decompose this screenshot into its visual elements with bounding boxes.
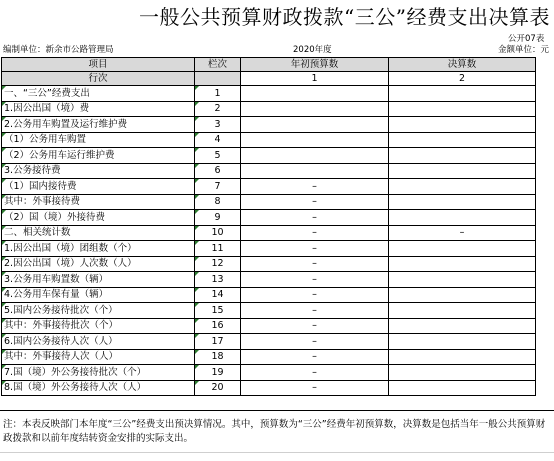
table-row bbox=[2, 86, 536, 102]
header-row bbox=[2, 58, 536, 72]
row-budget: – bbox=[241, 210, 389, 226]
table-row bbox=[2, 163, 536, 179]
row-budget bbox=[241, 163, 389, 179]
line-col-no bbox=[195, 72, 241, 86]
table-row bbox=[2, 210, 536, 226]
row-label: 其中：外事接待批次（个） bbox=[2, 318, 195, 334]
header-budget: 年初预算数 bbox=[241, 58, 389, 72]
footnote: 注：本表反映部门本年度“三公”经费支出预决算情况。其中，预算数为“三公”经费年初预算数，决算数是包括当年一般公共预算财政拨款和以前年度结转资金安排的实际支出。 bbox=[3, 419, 546, 444]
table-row bbox=[2, 117, 536, 133]
row-final bbox=[389, 132, 536, 148]
row-number: 5 bbox=[195, 148, 241, 164]
row-budget: – bbox=[241, 303, 389, 319]
row-number: 1 bbox=[195, 86, 241, 102]
row-number: 20 bbox=[195, 380, 241, 396]
table-row bbox=[2, 287, 536, 303]
row-label: 二、相关统计数 bbox=[2, 225, 195, 241]
row-budget: – bbox=[241, 334, 389, 350]
row-budget bbox=[241, 117, 389, 133]
row-number: 8 bbox=[195, 194, 241, 210]
row-label: 其中：外事接待费 bbox=[2, 194, 195, 210]
row-label: 7.国（境）外公务接待批次（个） bbox=[2, 365, 195, 381]
row-budget bbox=[241, 86, 389, 102]
row-budget: – bbox=[241, 256, 389, 272]
row-final bbox=[389, 272, 536, 288]
row-budget: – bbox=[241, 179, 389, 195]
row-final bbox=[389, 179, 536, 195]
row-budget: – bbox=[241, 318, 389, 334]
row-budget: – bbox=[241, 349, 389, 365]
line-number-row bbox=[2, 72, 536, 86]
row-final bbox=[389, 334, 536, 350]
row-budget bbox=[241, 132, 389, 148]
row-label: 4.公务用车保有量（辆） bbox=[2, 287, 195, 303]
row-final bbox=[389, 194, 536, 210]
row-final bbox=[389, 349, 536, 365]
row-number: 12 bbox=[195, 256, 241, 272]
report-year: 2020年度 bbox=[293, 45, 332, 55]
table-row bbox=[2, 303, 536, 319]
row-label: 1.因公出国（境）费 bbox=[2, 101, 195, 117]
row-final bbox=[389, 287, 536, 303]
row-number: 10 bbox=[195, 225, 241, 241]
table-bottom-rule bbox=[0, 410, 554, 411]
table-row bbox=[2, 148, 536, 164]
row-number: 7 bbox=[195, 179, 241, 195]
line-final: 2 bbox=[389, 72, 536, 86]
row-label: 3.公务接待费 bbox=[2, 163, 195, 179]
row-label: 其中：外事接待人次（人） bbox=[2, 349, 195, 365]
table-row bbox=[2, 256, 536, 272]
row-final bbox=[389, 380, 536, 396]
table-row bbox=[2, 101, 536, 117]
row-final bbox=[389, 303, 536, 319]
row-number: 6 bbox=[195, 163, 241, 179]
row-number: 19 bbox=[195, 365, 241, 381]
row-final bbox=[389, 365, 536, 381]
expense-table bbox=[1, 57, 536, 396]
row-number: 11 bbox=[195, 241, 241, 257]
table-row bbox=[2, 349, 536, 365]
row-number: 2 bbox=[195, 101, 241, 117]
row-budget: – bbox=[241, 272, 389, 288]
reporting-unit: 编制单位：新余市公路管理局 bbox=[3, 45, 114, 55]
header-final: 决算数 bbox=[389, 58, 536, 72]
table-title: 一般公共预算财政拨款“三公”经费支出决算表 bbox=[139, 5, 550, 29]
table-row bbox=[2, 334, 536, 350]
row-number: 18 bbox=[195, 349, 241, 365]
row-number: 9 bbox=[195, 210, 241, 226]
row-final bbox=[389, 210, 536, 226]
table-row bbox=[2, 132, 536, 148]
row-label: 3.公务用车购置数（辆） bbox=[2, 272, 195, 288]
row-budget: – bbox=[241, 287, 389, 303]
row-label: （1）国内接待费 bbox=[2, 179, 195, 195]
table-row bbox=[2, 241, 536, 257]
line-label: 行次 bbox=[2, 72, 195, 86]
header-col-no: 栏次 bbox=[195, 58, 241, 72]
row-number: 3 bbox=[195, 117, 241, 133]
row-final bbox=[389, 101, 536, 117]
row-final bbox=[389, 148, 536, 164]
table-row bbox=[2, 318, 536, 334]
row-label: 2.公务用车购置及运行维护费 bbox=[2, 117, 195, 133]
row-label: 6.国内公务接待人次（人） bbox=[2, 334, 195, 350]
row-number: 14 bbox=[195, 287, 241, 303]
row-final bbox=[389, 256, 536, 272]
row-budget: – bbox=[241, 380, 389, 396]
table-row bbox=[2, 194, 536, 210]
row-number: 15 bbox=[195, 303, 241, 319]
table-row bbox=[2, 179, 536, 195]
row-budget: – bbox=[241, 241, 389, 257]
row-budget: – bbox=[241, 225, 389, 241]
table-row bbox=[2, 272, 536, 288]
row-label: 1.因公出国（境）团组数（个） bbox=[2, 241, 195, 257]
row-number: 16 bbox=[195, 318, 241, 334]
currency-unit: 金额单位：元 bbox=[498, 45, 550, 55]
row-label: （2）国（境）外接待费 bbox=[2, 210, 195, 226]
row-budget bbox=[241, 148, 389, 164]
form-code: 公开07表 bbox=[508, 34, 545, 44]
row-number: 13 bbox=[195, 272, 241, 288]
row-number: 4 bbox=[195, 132, 241, 148]
row-budget bbox=[241, 101, 389, 117]
row-final bbox=[389, 117, 536, 133]
row-number: 17 bbox=[195, 334, 241, 350]
table-row bbox=[2, 225, 536, 241]
row-label: 5.国内公务接待批次（个） bbox=[2, 303, 195, 319]
row-label: 8.国（境）外公务接待人次（人） bbox=[2, 380, 195, 396]
row-budget: – bbox=[241, 365, 389, 381]
header-item: 项目 bbox=[2, 58, 195, 72]
row-final bbox=[389, 241, 536, 257]
row-final bbox=[389, 86, 536, 102]
row-budget: – bbox=[241, 194, 389, 210]
row-final: – bbox=[389, 225, 536, 241]
row-label: 2.因公出国（境）人次数（人） bbox=[2, 256, 195, 272]
row-label: （2）公务用车运行维护费 bbox=[2, 148, 195, 164]
table-row bbox=[2, 365, 536, 381]
row-label: 一、“三公”经费支出 bbox=[2, 86, 195, 102]
table-row bbox=[2, 380, 536, 396]
row-label: （1）公务用车购置 bbox=[2, 132, 195, 148]
row-final bbox=[389, 318, 536, 334]
footer-divider bbox=[0, 452, 554, 453]
row-final bbox=[389, 163, 536, 179]
line-budget: 1 bbox=[241, 72, 389, 86]
